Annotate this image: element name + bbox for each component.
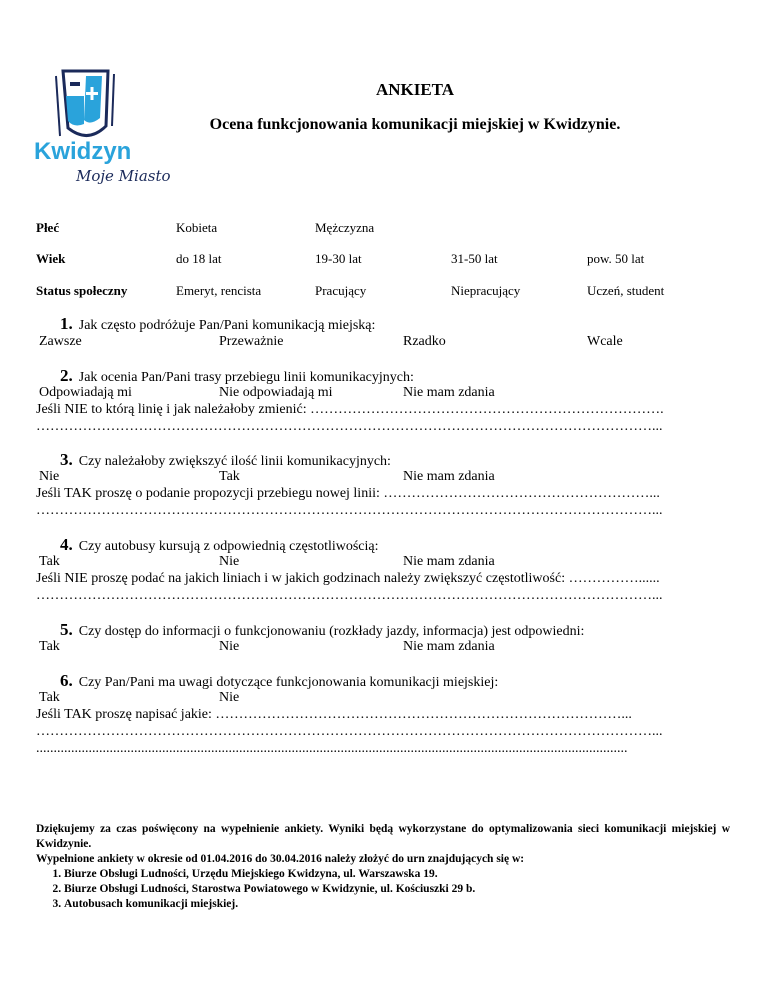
q5-option-nie[interactable]: Nie [219, 639, 240, 654]
q6-option-tak[interactable]: Tak [39, 690, 60, 705]
page-title: ANKIETA [375, 80, 455, 99]
footer-places-list [36, 867, 730, 912]
footer-thanks: Dziękujemy za czas poświęcony na wypełnienie ankiety. Wyniki będą wykorzystane do optymalizowania sieci komunikacji miejskiej w Kwidzynie. [36, 823, 730, 850]
question-2: 2. Jak ocenia Pan/Pani trasy przebiegu linii komunikacyjnych: [60, 366, 414, 385]
q4-option-nie[interactable]: Nie [219, 554, 240, 569]
option-status-4[interactable]: Uczeń, student [587, 283, 665, 298]
footer-place: 1. Biurze Obsługi Ludności, Urzędu Miejskiego Kwidzyna, ul. Warszawska 19. [64, 867, 730, 882]
logo-word-moje-miasto: Moje Miasto [76, 167, 171, 185]
q2-option-1[interactable]: Odpowiadają mi [39, 385, 132, 400]
option-status-2[interactable]: Pracujący [315, 283, 367, 298]
option-age-1[interactable]: do 18 lat [176, 251, 222, 266]
footer-place: 2. Biurze Obsługi Ludności, Starostwa Powiatowego w Kwidzynie, ul. Kościuszki 29 b. [64, 882, 730, 897]
q3-option-no-opinion[interactable]: Nie mam zdania [403, 469, 495, 484]
question-3: 3. Czy należałoby zwiększyć ilość linii komunikacyjnych: [60, 450, 391, 469]
option-age-3[interactable]: 31-50 lat [451, 251, 498, 266]
q5-option-no-opinion[interactable]: Nie mam zdania [403, 639, 495, 654]
q1-option-zawsze[interactable]: Zawsze [39, 334, 82, 349]
page-subtitle: Ocena funkcjonowania komunikacji miejskiej w Kwidzynie. [209, 116, 621, 133]
option-status-1[interactable]: Emeryt, rencista [176, 283, 262, 298]
q5-option-tak[interactable]: Tak [39, 639, 60, 654]
question-6: 6. Czy Pan/Pani ma uwagi dotyczące funkcjonowania komunikacji miejskiej: [60, 671, 499, 690]
q6-answer-line-2[interactable]: ......................................................................................................................................................................... [36, 741, 628, 756]
option-kobieta[interactable]: Kobieta [176, 220, 218, 235]
q4-follow-up: Jeśli NIE proszę podać na jakich liniach i w jakich godzinach należy zwiększyć częstotliwość: ……………...... [36, 571, 660, 586]
question-4: 4. Czy autobusy kursują z odpowiednią częstotliwością: [60, 535, 379, 554]
q3-follow-up: Jeśli TAK proszę o podanie propozycji przebiegu nowej linii: …………………………………………………... [36, 486, 660, 501]
question-1: 1. Jak często podróżuje Pan/Pani komunikacją miejską: [60, 314, 376, 333]
q3-answer-line[interactable]: ……………………………………………………………………………………………………………………... [36, 503, 663, 518]
q1-option-rzadko[interactable]: Rzadko [403, 334, 446, 349]
option-age-4[interactable]: pow. 50 lat [587, 251, 645, 266]
q6-option-nie[interactable]: Nie [219, 690, 240, 705]
q2-follow-up: Jeśli NIE to którą linię i jak należałoby zmienić: …………………………………………………………………. [36, 402, 664, 417]
q2-option-2[interactable]: Nie odpowiadają mi [219, 385, 333, 400]
q4-option-no-opinion[interactable]: Nie mam zdania [403, 554, 495, 569]
q2-option-3[interactable]: Nie mam zdania [403, 385, 495, 400]
q1-option-wcale[interactable]: Wcale [587, 334, 623, 349]
q4-option-tak[interactable]: Tak [39, 554, 60, 569]
kwidzyn-logo [28, 66, 180, 188]
footer-deadline: Wypełnione ankiety w okresie od 01.04.2016 do 30.04.2016 należy złożyć do urn znajdujących się w: [36, 853, 525, 865]
logo-word-kwidzyn: Kwidzyn [34, 138, 132, 165]
footer-place: 3. Autobusach komunikacji miejskiej. [64, 897, 730, 912]
label-status: Status społeczny [36, 283, 128, 298]
label-sex: Płeć [36, 220, 60, 235]
footer-notes [36, 822, 730, 912]
logo-graphic [28, 66, 180, 188]
q2-answer-line[interactable]: ……………………………………………………………………………………………………………………... [36, 419, 663, 434]
q3-option-tak[interactable]: Tak [219, 469, 240, 484]
label-age: Wiek [36, 251, 66, 266]
q6-answer-line[interactable]: ……………………………………………………………………………………………………………………... [36, 724, 663, 739]
q3-option-nie[interactable]: Nie [39, 469, 60, 484]
q6-follow-up: Jeśli TAK proszę napisać jakie: ……………………………………………………………………………... [36, 707, 632, 722]
option-status-3[interactable]: Niepracujący [451, 283, 521, 298]
question-5: 5. Czy dostęp do informacji o funkcjonowaniu (rozkłady jazdy, informacja) jest odpowiedni: [60, 620, 585, 639]
q4-answer-line[interactable]: ……………………………………………………………………………………………………………………... [36, 588, 663, 603]
option-age-2[interactable]: 19-30 lat [315, 251, 362, 266]
option-mezczyzna[interactable]: Mężczyzna [315, 220, 375, 235]
q1-option-przewaznie[interactable]: Przeważnie [219, 334, 284, 349]
